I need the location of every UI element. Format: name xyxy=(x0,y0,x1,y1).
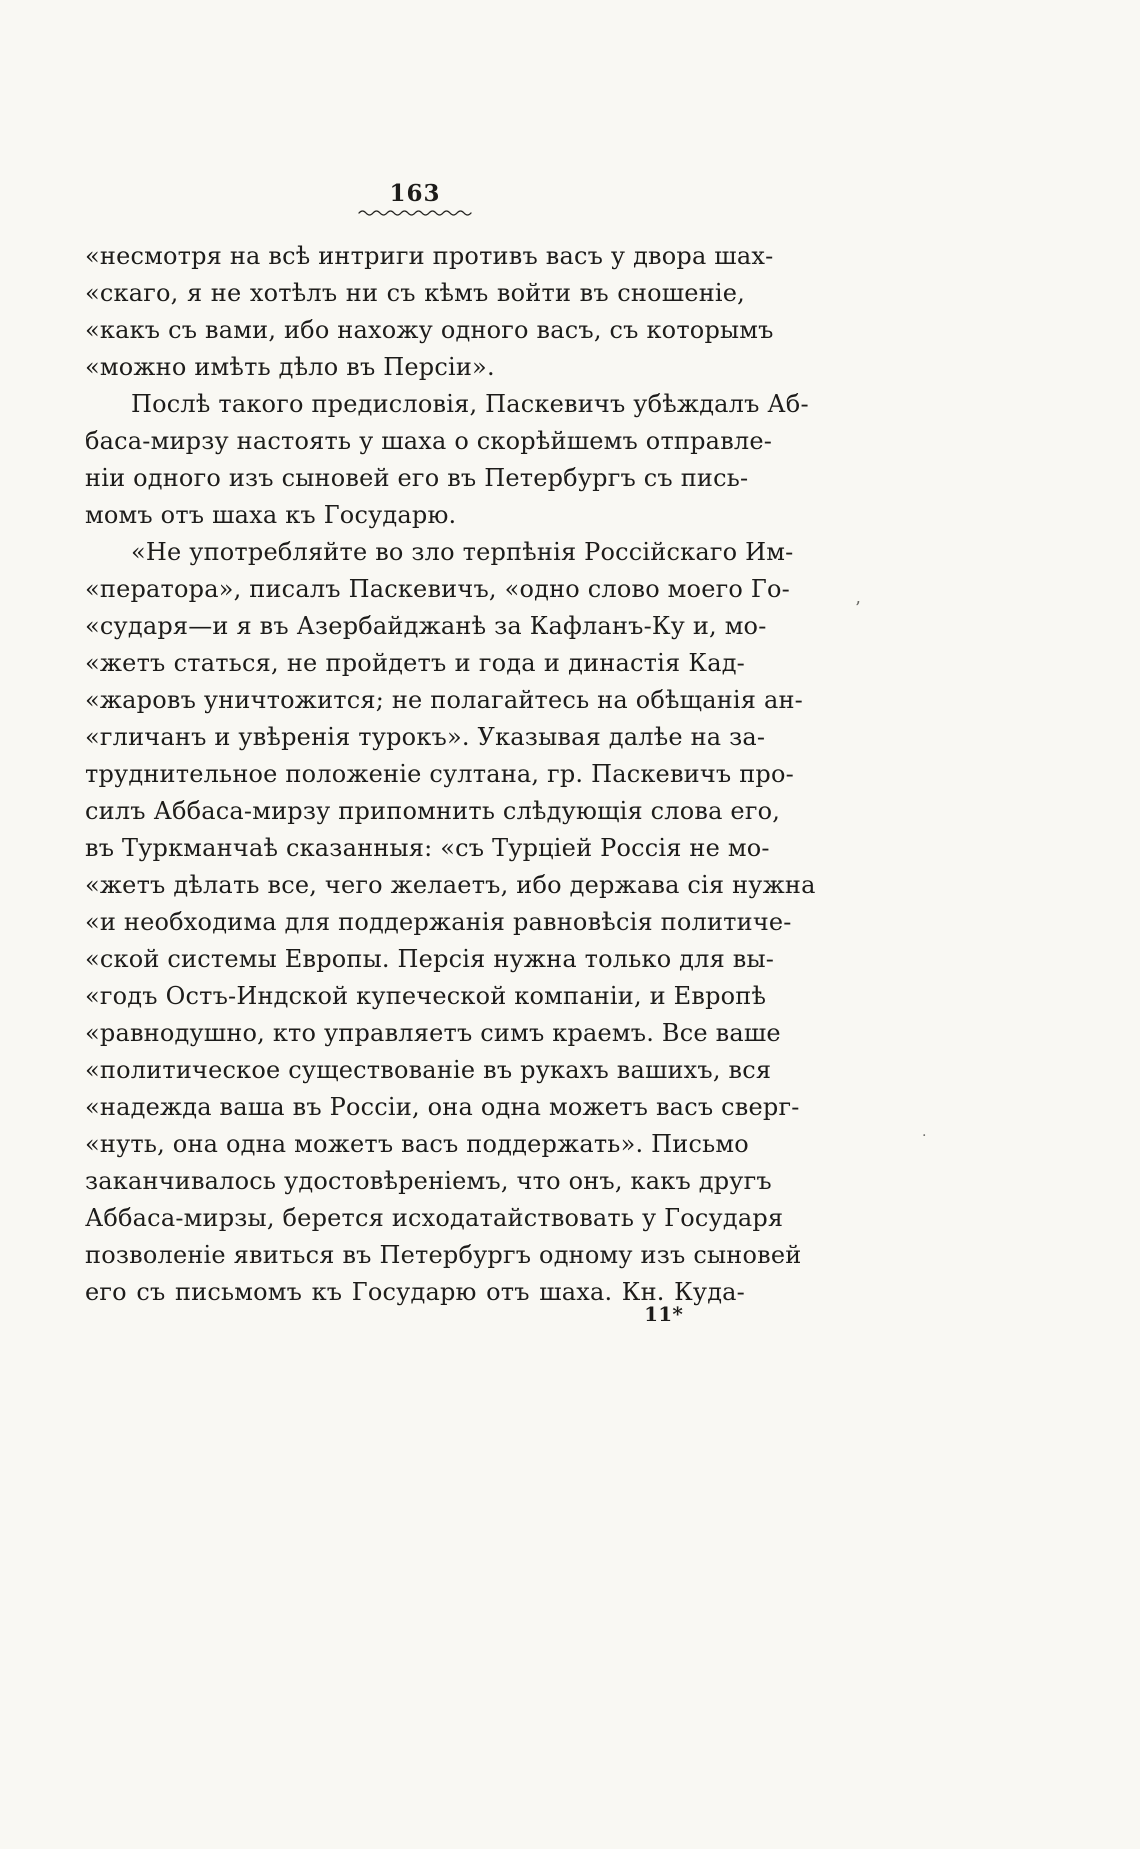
text-line: «какъ съ вами, ибо нахожу одного васъ, съ которымъ xyxy=(85,316,774,344)
page-number-underline xyxy=(357,208,473,218)
text-line: «несмотря на всѣ интриги противъ васъ у двора шах- xyxy=(85,242,774,270)
paragraph xyxy=(85,534,816,1311)
text-line: Послѣ такого предисловія, Паскевичъ убѣждалъ Аб- xyxy=(131,390,809,418)
text-line: его съ письмомъ къ Государю отъ шаха. Кн. Куда- xyxy=(85,1278,745,1306)
text-line: Аббаса-мирзы, берется исходатайствовать у Государя xyxy=(85,1204,784,1232)
text-line: труднительное положеніе султана, гр. Паскевичъ про- xyxy=(85,760,794,788)
text-line: «жетъ статься, не пройдетъ и года и династія Кад- xyxy=(85,649,745,677)
page-number: 163 xyxy=(389,180,441,207)
text-block xyxy=(85,238,816,1329)
page-header xyxy=(85,180,745,218)
text-line: «ператора», писалъ Паскевичъ, «одно слово моего Го- xyxy=(85,575,790,603)
paragraph xyxy=(85,386,809,534)
text-line: «политическое существованіе въ рукахъ вашихъ, вся xyxy=(85,1056,772,1084)
text-line: «равнодушно, кто управляетъ симъ краемъ. Все ваше xyxy=(85,1019,781,1047)
text-line: момъ отъ шаха къ Государю. xyxy=(85,501,457,529)
text-line: «жетъ дѣлать все, чего желаетъ, ибо держава сія нужна xyxy=(85,871,816,899)
text-line: «надежда ваша въ Россіи, она одна можетъ васъ сверг- xyxy=(85,1093,800,1121)
text-line: «можно имѣть дѣло въ Персіи». xyxy=(85,353,495,381)
text-line: «Не употребляйте во зло терпѣнія Россійскаго Им- xyxy=(131,538,794,566)
text-line: «сударя—и я въ Азербайджанѣ за Кафланъ-Ку и, мо- xyxy=(85,612,767,640)
text-line: силъ Аббаса-мирзу припомнить слѣдующія слова его, xyxy=(85,797,781,825)
signature-mark: 11* xyxy=(644,1302,683,1326)
text-line: позволеніе явиться въ Петербургъ одному изъ сыновей xyxy=(85,1241,802,1269)
text-line: «гличанъ и увѣренія турокъ». Указывая далѣе на за- xyxy=(85,723,766,751)
text-line: баса-мирзу настоять у шаха о скорѣйшемъ отправле- xyxy=(85,427,773,455)
scan-speck: ’ xyxy=(855,598,861,619)
text-line: «годъ Остъ-Индской купеческой компаніи, и Европѣ xyxy=(85,982,767,1010)
text-line: ніи одного изъ сыновей его въ Петербургъ съ пись- xyxy=(85,464,749,492)
text-line: заканчивалось удостовѣреніемъ, что онъ, какъ другъ xyxy=(85,1167,772,1195)
text-line: «нуть, она одна можетъ васъ поддержать». Письмо xyxy=(85,1130,749,1158)
scan-speck: . xyxy=(922,1124,927,1140)
text-line: «и необходима для поддержанія равновѣсія политиче- xyxy=(85,908,792,936)
text-line: «скаго, я не хотѣлъ ни съ кѣмъ войти въ сношеніе, xyxy=(85,279,745,307)
text-line: «жаровъ уничтожится; не полагайтесь на обѣщанія ан- xyxy=(85,686,803,714)
paragraph xyxy=(85,238,774,386)
text-line: «ской системы Европы. Персія нужна только для вы- xyxy=(85,945,775,973)
text-line: въ Туркманчаѣ сказанныя: «съ Турціей Россія не мо- xyxy=(85,834,770,862)
